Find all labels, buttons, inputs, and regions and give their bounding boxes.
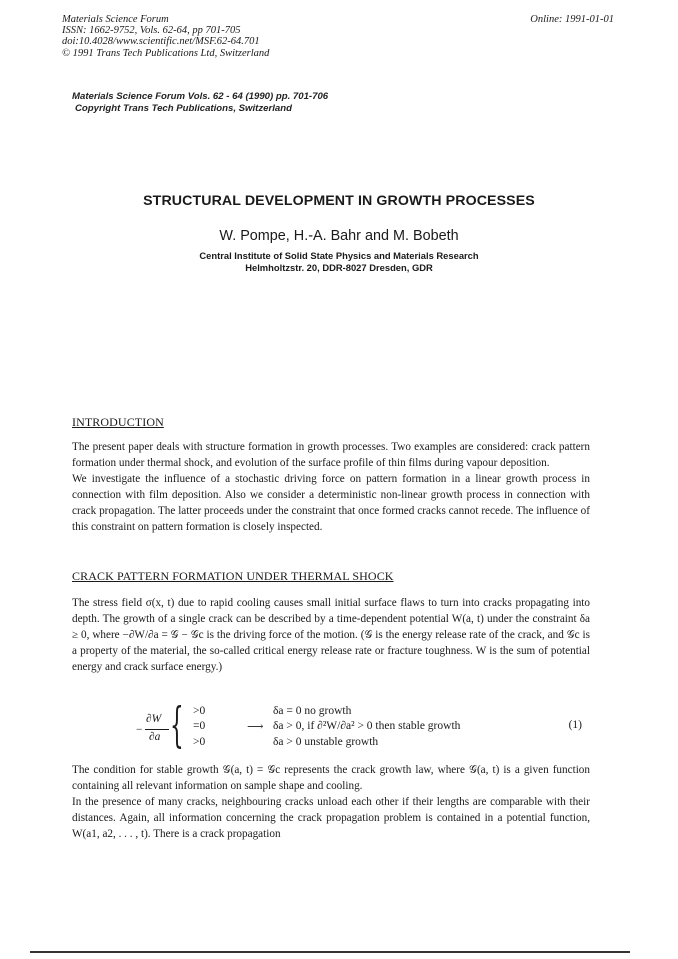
crack-heading: CRACK PATTERN FORMATION UNDER THERMAL SHOCK <box>72 569 394 583</box>
crack-body-1 <box>72 595 590 675</box>
equation-denominator: ∂a <box>149 731 161 743</box>
implies-arrow: ⟶ <box>247 721 264 733</box>
publication-header <box>62 14 269 59</box>
intro-paragraph-1: The present paper deals with structure formation in growth processes. Two examples are considered: crack pattern formation under thermal shock, and evolution of the surface profile of thin films during vapour deposition. <box>72 441 590 469</box>
condition-2: =0 <box>193 720 206 732</box>
journal-volume-line: Materials Science Forum Vols. 62 - 64 (1990) pp. 701-706 <box>72 91 329 102</box>
paper-title: STRUCTURAL DEVELOPMENT IN GROWTH PROCESSES <box>143 193 535 209</box>
affiliation <box>0 250 678 273</box>
header-line-copyright: © 1991 Trans Tech Publications Ltd, Switzerland <box>62 47 270 59</box>
crack-paragraph-1: The stress field σ(x, t) due to rapid cooling causes small initial surface flaws to turn into cracks propagating into depth. The growth of a single crack can be described by a time-dependent potential W(a, t) under the constraint δa ≥ 0, where −∂W/∂a = 𝒢 − 𝒢c is the driving force of the motion. (𝒢 is the energy release rate of the crack, and 𝒢c is a property of the material, the so-called critical energy release rate or fracture toughness. W is the sum of potential energy and crack surface energy.) <box>72 597 590 673</box>
header-line-doi[interactable]: doi:10.4028/www.scientific.net/MSF.62-64.701 <box>62 36 260 48</box>
result-no-growth: δa = 0 no growth <box>273 705 352 717</box>
equation-numerator: ∂W <box>146 713 162 725</box>
crack-body-2 <box>72 762 590 842</box>
fraction-bar <box>145 729 169 730</box>
intro-heading: INTRODUCTION <box>72 415 164 429</box>
journal-copyright-line: Copyright Trans Tech Publications, Switzerland <box>75 102 292 114</box>
left-brace: { <box>170 697 184 753</box>
equation-number: (1) <box>568 719 582 731</box>
intro-body <box>72 439 590 535</box>
equation-1 <box>130 697 600 753</box>
condition-3: >0 <box>193 736 206 748</box>
equation-minus: − <box>136 724 143 736</box>
crack-paragraph-3: In the presence of many cracks, neighbouring cracks unload each other if their lengths are comparable with their distances. Again, all information concerning the crack propagation problem is contained in a potential function, W(a1, a2, . . . , t). There is a crack propagation <box>72 796 590 840</box>
condition-1: >0 <box>193 705 206 717</box>
journal-block <box>72 91 328 114</box>
paper-authors: W. Pompe, H.-A. Bahr and M. Bobeth <box>219 228 459 244</box>
header-line-journal: Materials Science Forum <box>62 14 169 25</box>
affiliation-institute: Central Institute of Solid State Physics and Materials Research <box>199 250 479 261</box>
bottom-rule <box>30 951 630 953</box>
affiliation-address: Helmholtzstr. 20, DDR-8027 Dresden, GDR <box>245 261 433 273</box>
crack-paragraph-2: The condition for stable growth 𝒢(a, t) = 𝒢c represents the crack growth law, where 𝒢(a, t) is a given function containing all relevant information on sample shape and cooling. <box>72 764 590 792</box>
online-date: Online: 1991-01-01 <box>530 14 614 25</box>
result-stable-growth: δa > 0, if ∂²W/∂a² > 0 then stable growth <box>273 720 461 732</box>
intro-paragraph-2: We investigate the influence of a stochastic driving force on pattern formation in a linear growth process in connection with film deposition. Also we consider a deterministic non-linear growth process in connection with crack propagation. The latter proceeds under the constraint that once formed cracks cannot recede. The influence of this constraint on pattern formation is closely inspected. <box>72 473 590 533</box>
result-unstable-growth: δa > 0 unstable growth <box>273 736 379 748</box>
header-line-issn: ISSN: 1662-9752, Vols. 62-64, pp 701-705 <box>62 25 241 37</box>
